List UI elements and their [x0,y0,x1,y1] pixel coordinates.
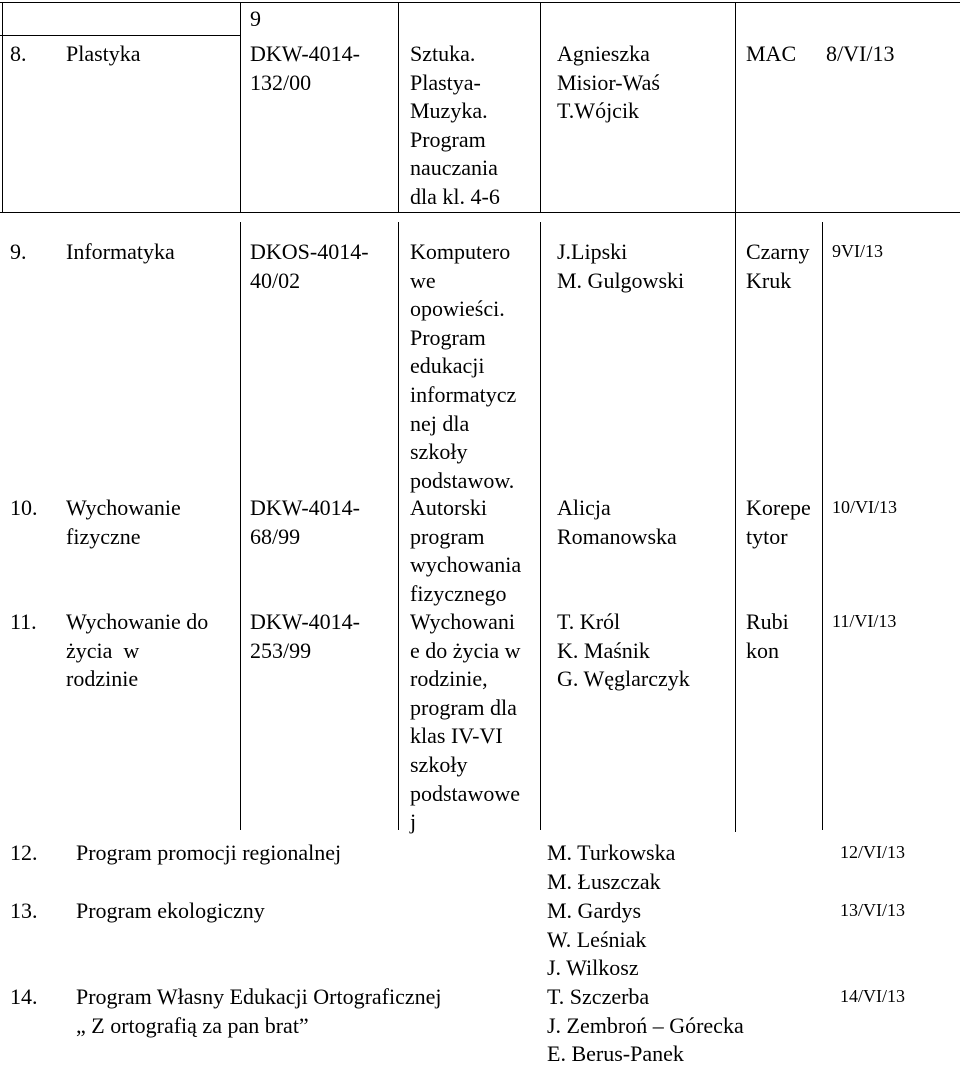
date-cell: 14/VI/13 [840,986,905,1006]
row-number: 9. [10,239,27,264]
col-code-border-lower [240,222,241,830]
code-cell: DKW-4014- 253/99 [250,609,360,663]
authors-cell: Agnieszka Misior-Waś T.Wójcik [557,41,660,124]
row-number: 11. [10,609,37,634]
authors-cell: M. Gardys W. Leśniak J. Wilkosz [547,898,647,981]
row-number: 8. [10,41,27,66]
code-cell: DKW-4014- 132/00 [250,41,360,95]
col-authors-border-lower [540,222,541,830]
page-number: 9 [250,6,261,31]
subject-cell: Plastyka [66,41,141,66]
publisher-cell: MAC [746,41,797,66]
code-cell: DKW-4014- 68/99 [250,495,360,549]
publisher-cell: Rubi kon [746,609,789,663]
date-cell: 12/VI/13 [840,842,905,862]
table-top-border [0,2,960,3]
col-publisher-border [735,2,736,832]
subject-cell: Wychowanie fizyczne [66,495,181,549]
col-program-border-lower [398,222,399,830]
code-cell: DKOS-4014- 40/02 [250,239,369,293]
program-cell: Autorski program wychowania fizycznego [410,495,522,606]
program-cell: Sztuka. Plastya- Muzyka. Program nauczania dla kl. 4-6 [410,41,500,209]
col-authors-border [540,2,541,212]
row-number: 12. [10,840,38,865]
col-code-border [240,2,241,212]
authors-cell: T. Król K. Maśnik G. Węglarczyk [557,609,690,692]
date-cell: 8/VI/13 [826,41,895,66]
authors-cell: J.Lipski M. Gulgowski [557,239,685,293]
program-title: Program promocji regionalnej [76,840,342,865]
table-left-border [2,2,3,212]
row-number: 14. [10,984,38,1009]
subject-cell: Wychowanie do życia w rodzinie [66,609,209,692]
authors-cell: Alicja Romanowska [557,495,677,549]
publisher-cell: Czarny Kruk [746,239,810,293]
col-date-border [822,222,823,830]
date-cell: 11/VI/13 [832,611,897,631]
program-title: Program ekologiczny [76,898,265,923]
publisher-cell: Korepe tytor [746,495,811,549]
date-cell: 13/VI/13 [840,900,905,920]
authors-cell: M. Turkowska M. Łuszczak [547,840,676,894]
program-cell: Wychowani e do życia w rodzinie, program dla klas IV-VI szkoły podstawowe j [410,609,521,835]
program-cell: Komputero we opowieści. Program edukacji informatycz nej dla szkoły podstawow. [410,239,517,493]
header-row-divider [0,35,240,36]
date-cell: 10/VI/13 [832,497,897,517]
col-program-border [398,2,399,212]
program-title: Program Własny Edukacji Ortograficznej „ Z ortografią za pan brat” [76,984,442,1038]
authors-cell: T. Szczerba J. Zembroń – Górecka E. Berus-Panek [547,984,744,1067]
row-number: 13. [10,898,38,923]
subject-cell: Informatyka [66,239,175,264]
row-8-bottom-border [0,212,960,213]
date-cell: 9VI/13 [832,241,883,261]
row-number: 10. [10,495,38,520]
